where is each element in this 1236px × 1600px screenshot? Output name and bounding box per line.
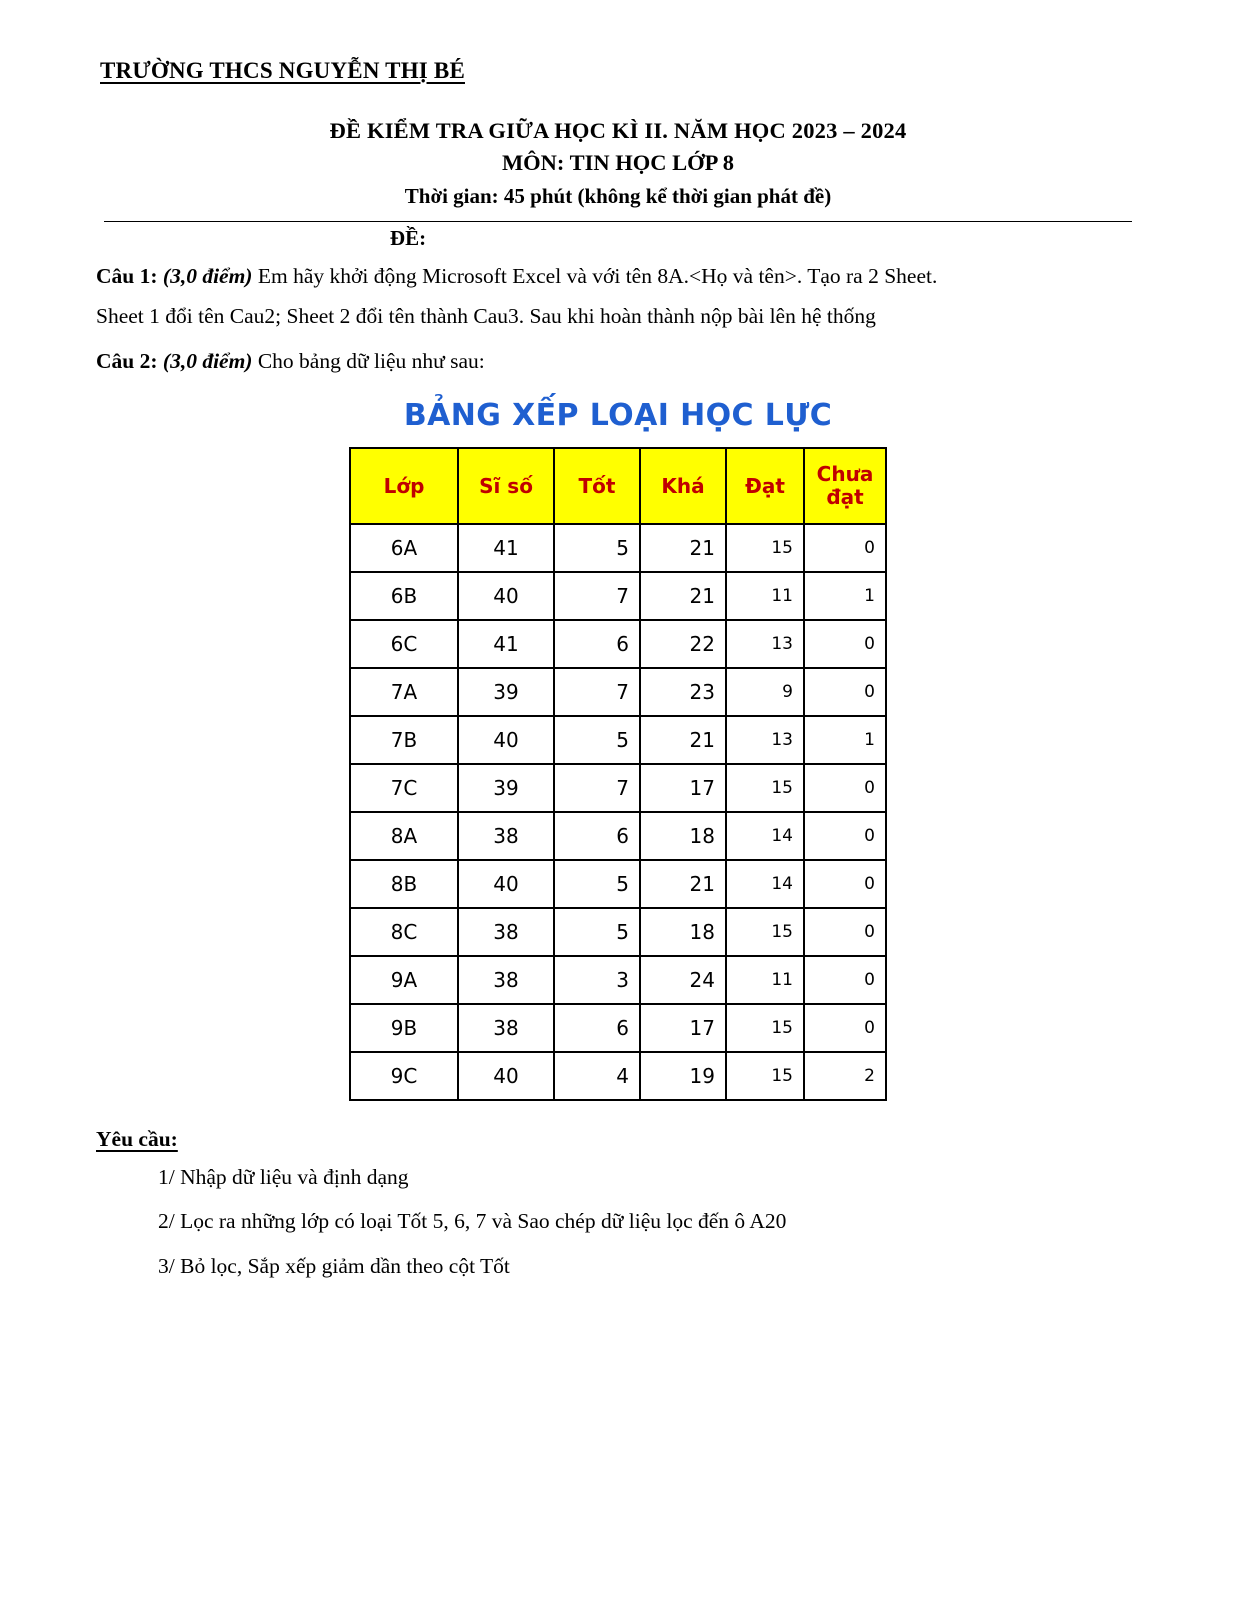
table-cell: 9: [726, 668, 804, 716]
table-cell: 9C: [350, 1052, 458, 1100]
grade-table: [349, 447, 887, 1101]
table-cell: 7C: [350, 764, 458, 812]
table-cell: 18: [640, 908, 726, 956]
column-header-chuadat: Chưa đạt: [804, 448, 886, 524]
table-cell: 11: [726, 572, 804, 620]
table-cell: 19: [640, 1052, 726, 1100]
question-2-lead: Câu 2:: [96, 348, 158, 373]
school-name: TRƯỜNG THCS NGUYỄN THỊ BÉ: [100, 58, 465, 83]
table-cell: 0: [804, 668, 886, 716]
table-cell: 6: [554, 1004, 640, 1052]
column-header-kha: Khá: [640, 448, 726, 524]
column-header-tot: Tốt: [554, 448, 640, 524]
table-cell: 15: [726, 764, 804, 812]
table-cell: 0: [804, 764, 886, 812]
table-cell: 40: [458, 860, 554, 908]
exam-title: ĐỀ KIỂM TRA GIỮA HỌC KÌ II. NĂM HỌC 2023 – 2024: [329, 118, 907, 143]
table-cell: 39: [458, 668, 554, 716]
table-cell: 8B: [350, 860, 458, 908]
table-cell: 0: [804, 860, 886, 908]
exam-header: [96, 118, 1140, 209]
table-cell: 6C: [350, 620, 458, 668]
table-cell: 1: [804, 716, 886, 764]
requirements-title: Yêu cầu:: [96, 1126, 178, 1151]
column-header-siso: Sĩ số: [458, 448, 554, 524]
table-cell: 7: [554, 572, 640, 620]
table-cell: 9B: [350, 1004, 458, 1052]
table-cell: 6B: [350, 572, 458, 620]
table-cell: 14: [726, 812, 804, 860]
table-cell: 8C: [350, 908, 458, 956]
table-row: [350, 956, 886, 1004]
table-cell: 17: [640, 1004, 726, 1052]
table-cell: 5: [554, 908, 640, 956]
table-cell: 13: [726, 620, 804, 668]
table-cell: 0: [804, 1004, 886, 1052]
table-row: [350, 572, 886, 620]
table-cell: 18: [640, 812, 726, 860]
grade-table-block: [96, 398, 1140, 1101]
table-cell: 3: [554, 956, 640, 1004]
table-cell: 23: [640, 668, 726, 716]
header-divider: [104, 221, 1132, 222]
table-cell: 38: [458, 812, 554, 860]
table-cell: 38: [458, 908, 554, 956]
table-cell: 24: [640, 956, 726, 1004]
table-row: [350, 620, 886, 668]
table-cell: 40: [458, 716, 554, 764]
table-cell: 39: [458, 764, 554, 812]
exam-duration: Thời gian: 45 phút (không kể thời gian phát đề): [404, 184, 832, 208]
table-cell: 0: [804, 908, 886, 956]
table-cell: 40: [458, 1052, 554, 1100]
question-2-score: (3,0 điểm): [162, 348, 253, 373]
table-cell: 0: [804, 524, 886, 572]
table-cell: 17: [640, 764, 726, 812]
exam-subject: MÔN: TIN HỌC LỚP 8: [501, 150, 735, 175]
table-cell: 8A: [350, 812, 458, 860]
requirement-item-1: 1/ Nhập dữ liệu và định dạng: [158, 1164, 409, 1189]
table-cell: 11: [726, 956, 804, 1004]
de-label: ĐỀ:: [389, 226, 427, 250]
table-row: [350, 716, 886, 764]
table-cell: 38: [458, 956, 554, 1004]
table-cell: 21: [640, 860, 726, 908]
table-cell: 6A: [350, 524, 458, 572]
table-cell: 0: [804, 956, 886, 1004]
question-1: [96, 257, 1140, 295]
table-cell: 6: [554, 812, 640, 860]
table-cell: 13: [726, 716, 804, 764]
table-cell: 5: [554, 860, 640, 908]
table-cell: 38: [458, 1004, 554, 1052]
table-cell: 0: [804, 620, 886, 668]
table-cell: 5: [554, 524, 640, 572]
table-cell: 21: [640, 716, 726, 764]
table-cell: 15: [726, 1004, 804, 1052]
column-header-dat: Đạt: [726, 448, 804, 524]
table-cell: 7B: [350, 716, 458, 764]
column-header-lop: Lớp: [350, 448, 458, 524]
table-row: [350, 1052, 886, 1100]
table-cell: 21: [640, 524, 726, 572]
question-1-continuation: Sheet 1 đổi tên Cau2; Sheet 2 đổi tên thành Cau3. Sau khi hoàn thành nộp bài lên hệ thống: [96, 304, 876, 329]
table-cell: 4: [554, 1052, 640, 1100]
requirement-item-2: 2/ Lọc ra những lớp có loại Tốt 5, 6, 7 và Sao chép dữ liệu lọc đến ô A20: [158, 1209, 787, 1234]
table-cell: 9A: [350, 956, 458, 1004]
table-row: [350, 668, 886, 716]
table-cell: 5: [554, 716, 640, 764]
table-row: [350, 860, 886, 908]
table-row: [350, 764, 886, 812]
question-1-text: Em hãy khởi động Microsoft Excel và với tên 8A.<Họ và tên>. Tạo ra 2 Sheet.: [252, 264, 938, 288]
table-title: BẢNG XẾP LOẠI HỌC LỰC: [403, 397, 833, 433]
table-cell: 7A: [350, 668, 458, 716]
question-2-text: Cho bảng dữ liệu như sau:: [252, 348, 485, 373]
table-cell: 1: [804, 572, 886, 620]
question-2: [96, 342, 1140, 380]
table-cell: 7: [554, 668, 640, 716]
table-cell: 7: [554, 764, 640, 812]
table-cell: 22: [640, 620, 726, 668]
table-cell: 2: [804, 1052, 886, 1100]
requirement-item-3: 3/ Bỏ lọc, Sắp xếp giảm dần theo cột Tốt: [158, 1254, 510, 1279]
table-cell: 15: [726, 524, 804, 572]
table-header-row: [350, 448, 886, 524]
table-cell: 21: [640, 572, 726, 620]
table-cell: 41: [458, 524, 554, 572]
table-row: [350, 812, 886, 860]
table-cell: 40: [458, 572, 554, 620]
question-1-lead: Câu 1:: [96, 264, 158, 288]
table-row: [350, 908, 886, 956]
table-row: [350, 1004, 886, 1052]
question-1-score: (3,0 điểm): [162, 264, 253, 288]
table-cell: 15: [726, 1052, 804, 1100]
table-cell: 0: [804, 812, 886, 860]
table-row: [350, 524, 886, 572]
table-cell: 14: [726, 860, 804, 908]
table-cell: 6: [554, 620, 640, 668]
table-cell: 41: [458, 620, 554, 668]
table-cell: 15: [726, 908, 804, 956]
